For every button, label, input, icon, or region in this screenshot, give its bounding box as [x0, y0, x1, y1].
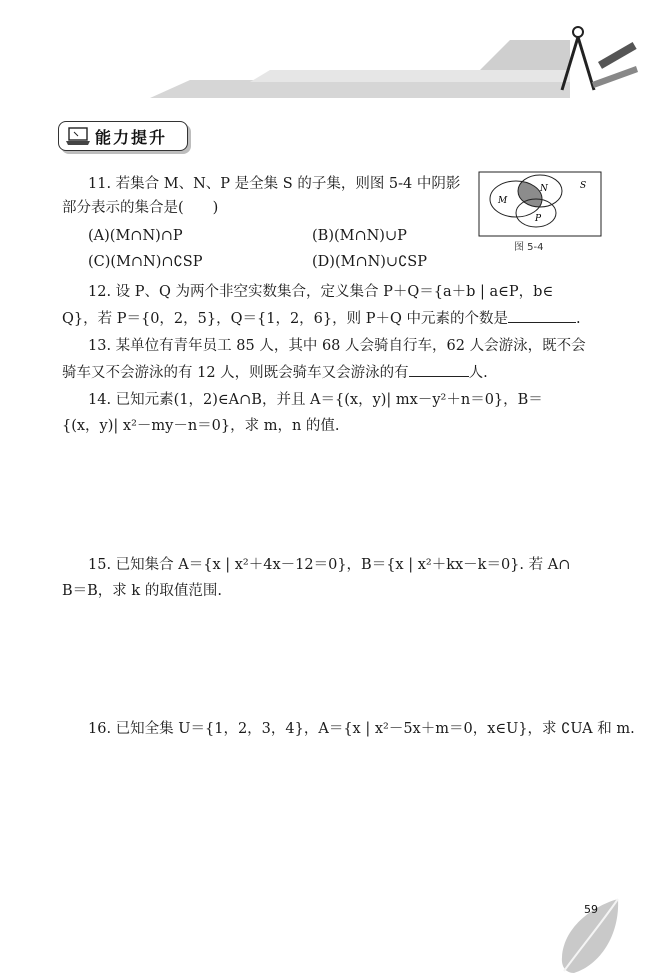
- problem-12-text: 12. 设 P、Q 为两个非空实数集合，定义集合 P＋Q＝{a＋b | a∈P，b∈: [88, 284, 554, 300]
- page-number: 59: [584, 903, 598, 916]
- problem-16-text: 16. 已知全集 U＝{1，2，3，4}，A＝{x | x²－5x＋m＝0，x∈U}，求 ∁UA 和 m.: [88, 721, 635, 737]
- section-title: 能力提升: [95, 128, 168, 147]
- problem-11-text-cont: 部分表示的集合是( ): [62, 200, 219, 216]
- problem-11-text: 11. 若集合 M、N、P 是全集 S 的子集，则图 5-4 中阴影: [88, 176, 461, 192]
- problem-14-text-cont: {(x，y)| x²－my－n＝0}，求 m，n 的值.: [62, 418, 340, 434]
- option-c: (C)(M∩N)∩∁SP: [88, 254, 203, 270]
- problem-13-text: 13. 某单位有青年员工 85 人，其中 68 人会骑自行车，62 人会游泳，既不会: [88, 338, 586, 354]
- problem-14-text: 14. 已知元素(1，2)∈A∩B，并且 A＝{(x，y)| mx－y²＋n＝0}，B＝: [88, 392, 543, 408]
- problem-15-text: 15. 已知集合 A＝{x | x²＋4x－12＝0}，B＝{x | x²＋kx－k＝0}. 若 A∩: [88, 557, 571, 573]
- laptop-icon: [65, 126, 91, 146]
- venn-label-s: S: [580, 181, 587, 191]
- answer-blank[interactable]: [409, 362, 469, 377]
- venn-label-n: N: [540, 184, 548, 194]
- problem-12-question: Q}，若 P＝{0，2，5}，Q＝{1，2，6}，则 P＋Q 中元素的个数是: [62, 311, 508, 327]
- option-b: (B)(M∩N)∪P: [312, 228, 407, 244]
- problem-12-end: .: [575, 311, 581, 327]
- problem-15-text-cont: B＝B，求 k 的取值范围.: [62, 583, 222, 599]
- option-a: (A)(M∩N)∩P: [88, 228, 183, 244]
- compass-icon: [552, 22, 642, 100]
- problem-12-text-cont: [62, 308, 581, 329]
- problem-13-question: 骑车又不会游泳的有 12 人，则既会骑车又会游泳的有: [62, 365, 409, 381]
- header-banner: [150, 40, 570, 98]
- venn-diagram: [478, 171, 602, 237]
- answer-blank[interactable]: [508, 308, 576, 323]
- venn-label-m: M: [498, 196, 508, 206]
- venn-label-p: P: [535, 214, 542, 224]
- problem-13-end: 人.: [468, 365, 488, 381]
- section-badge: [58, 121, 188, 151]
- problem-13-text-cont: [62, 362, 488, 383]
- option-d: (D)(M∩N)∪∁SP: [312, 254, 428, 270]
- figure-caption: 图 5-4: [514, 242, 544, 253]
